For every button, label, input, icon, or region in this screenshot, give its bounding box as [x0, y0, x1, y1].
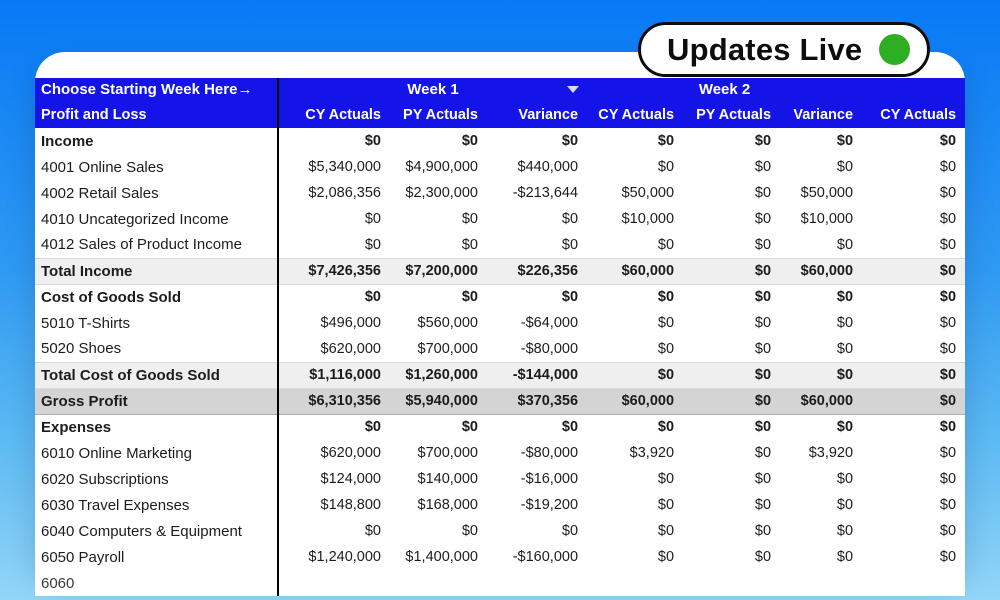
table-body — [35, 128, 965, 596]
cell-value: $0 — [862, 414, 965, 440]
table-row — [35, 362, 965, 388]
row-label: 4012 Sales of Product Income — [35, 232, 278, 258]
cell-value: $0 — [862, 284, 965, 310]
cell-value: $0 — [780, 128, 862, 154]
cell-value: $370,356 — [487, 388, 587, 414]
column-header: Variance — [780, 101, 862, 128]
cell-value: $3,920 — [587, 440, 683, 466]
table-row — [35, 310, 965, 336]
cell-value: $0 — [780, 492, 862, 518]
row-label: Expenses — [35, 414, 278, 440]
cell-value: $0 — [683, 544, 780, 570]
cell-value: $0 — [278, 232, 390, 258]
week-label: Week 1 — [407, 81, 459, 98]
cell-value: $0 — [278, 414, 390, 440]
cell-value: $620,000 — [278, 440, 390, 466]
cell-value: $0 — [780, 518, 862, 544]
row-label: 4002 Retail Sales — [35, 180, 278, 206]
cell-value: $560,000 — [390, 310, 487, 336]
cell-value — [587, 570, 683, 596]
cell-value: $0 — [780, 336, 862, 362]
table-row — [35, 284, 965, 310]
cell-value: -$64,000 — [487, 310, 587, 336]
cell-value: $0 — [487, 206, 587, 232]
cell-value: $0 — [780, 284, 862, 310]
cell-value: $0 — [862, 180, 965, 206]
cell-value: $0 — [487, 128, 587, 154]
row-label: 5010 T-Shirts — [35, 310, 278, 336]
cell-value: $700,000 — [390, 336, 487, 362]
column-header: CY Actuals — [278, 101, 390, 128]
table-row — [35, 206, 965, 232]
cell-value: $50,000 — [780, 180, 862, 206]
cell-value: -$19,200 — [487, 492, 587, 518]
cell-value: $60,000 — [587, 388, 683, 414]
row-label: Gross Profit — [35, 388, 278, 414]
table-row — [35, 414, 965, 440]
cell-value: $4,900,000 — [390, 154, 487, 180]
cell-value: $0 — [683, 440, 780, 466]
cell-value: $0 — [862, 336, 965, 362]
cell-value: $496,000 — [278, 310, 390, 336]
week-header — [862, 78, 965, 101]
cell-value: $124,000 — [278, 466, 390, 492]
row-label: 4010 Uncategorized Income — [35, 206, 278, 232]
cell-value: $0 — [862, 492, 965, 518]
cell-value: $168,000 — [390, 492, 487, 518]
cell-value: $60,000 — [780, 388, 862, 414]
cell-value: $5,340,000 — [278, 154, 390, 180]
cell-value: $148,800 — [278, 492, 390, 518]
row-label: 6020 Subscriptions — [35, 466, 278, 492]
cell-value: $0 — [780, 466, 862, 492]
table-row — [35, 336, 965, 362]
table-row — [35, 492, 965, 518]
cell-value: $0 — [683, 362, 780, 388]
cell-value: $0 — [587, 336, 683, 362]
cell-value: $7,426,356 — [278, 258, 390, 284]
cell-value: $0 — [390, 232, 487, 258]
cell-value: $0 — [487, 414, 587, 440]
cell-value: $140,000 — [390, 466, 487, 492]
table-title: Profit and Loss — [35, 101, 278, 128]
cell-value: -$80,000 — [487, 336, 587, 362]
cell-value: $0 — [780, 414, 862, 440]
cell-value: $10,000 — [780, 206, 862, 232]
cell-value: $0 — [780, 362, 862, 388]
cell-value: $0 — [683, 180, 780, 206]
cell-value: $60,000 — [780, 258, 862, 284]
cell-value: $0 — [587, 544, 683, 570]
table-row — [35, 180, 965, 206]
cell-value: $0 — [683, 336, 780, 362]
cell-value: $1,260,000 — [390, 362, 487, 388]
cell-value: $0 — [683, 388, 780, 414]
cell-value: $0 — [390, 284, 487, 310]
cell-value: $3,920 — [780, 440, 862, 466]
cell-value: $0 — [780, 154, 862, 180]
cell-value: -$16,000 — [487, 466, 587, 492]
row-label: Total Cost of Goods Sold — [35, 362, 278, 388]
cell-value: $0 — [278, 206, 390, 232]
cell-value: $0 — [683, 492, 780, 518]
row-label: 6060 — [35, 570, 278, 596]
cell-value: $0 — [487, 518, 587, 544]
week-selector-cell[interactable] — [278, 78, 587, 101]
cell-value: $0 — [587, 232, 683, 258]
cell-value: $0 — [683, 206, 780, 232]
row-label: 5020 Shoes — [35, 336, 278, 362]
row-label: 4001 Online Sales — [35, 154, 278, 180]
cell-value: $0 — [487, 232, 587, 258]
cell-value: $0 — [683, 128, 780, 154]
row-label: Income — [35, 128, 278, 154]
updates-live-badge — [638, 22, 930, 77]
updates-live-label: Updates Live — [667, 31, 863, 67]
cell-value: -$160,000 — [487, 544, 587, 570]
cell-value: $0 — [683, 258, 780, 284]
table-row — [35, 154, 965, 180]
cell-value: -$213,644 — [487, 180, 587, 206]
cell-value: $2,300,000 — [390, 180, 487, 206]
table-row — [35, 466, 965, 492]
column-header: CY Actuals — [587, 101, 683, 128]
cell-value: $0 — [487, 284, 587, 310]
table-row — [35, 232, 965, 258]
cell-value: $0 — [683, 414, 780, 440]
pnl-table — [35, 78, 965, 596]
cell-value: -$80,000 — [487, 440, 587, 466]
table-row — [35, 570, 965, 596]
cell-value: $0 — [862, 206, 965, 232]
cell-value: $5,940,000 — [390, 388, 487, 414]
table-row — [35, 544, 965, 570]
cell-value: $60,000 — [587, 258, 683, 284]
cell-value: $0 — [587, 518, 683, 544]
cell-value: $440,000 — [487, 154, 587, 180]
cell-value: $0 — [862, 362, 965, 388]
cell-value — [780, 570, 862, 596]
cell-value: $0 — [780, 232, 862, 258]
cell-value: $0 — [587, 466, 683, 492]
cell-value: -$144,000 — [487, 362, 587, 388]
column-header: PY Actuals — [683, 101, 780, 128]
cell-value: $1,400,000 — [390, 544, 487, 570]
row-label: 6040 Computers & Equipment — [35, 518, 278, 544]
cell-value — [390, 570, 487, 596]
cell-value: $1,116,000 — [278, 362, 390, 388]
cell-value: $0 — [683, 518, 780, 544]
cell-value: $0 — [862, 466, 965, 492]
cell-value: $7,200,000 — [390, 258, 487, 284]
cell-value — [278, 570, 390, 596]
spreadsheet-card — [35, 52, 965, 592]
cell-value: $0 — [278, 128, 390, 154]
column-header: CY Actuals — [862, 101, 965, 128]
cell-value: $0 — [587, 310, 683, 336]
cell-value: $0 — [390, 414, 487, 440]
row-label: 6030 Travel Expenses — [35, 492, 278, 518]
cell-value: $226,356 — [487, 258, 587, 284]
cell-value: $50,000 — [587, 180, 683, 206]
cell-value: $0 — [780, 544, 862, 570]
cell-value: $0 — [390, 518, 487, 544]
table-header — [35, 78, 965, 128]
cell-value: $0 — [683, 310, 780, 336]
cell-value: $0 — [587, 154, 683, 180]
cell-value — [683, 570, 780, 596]
cell-value — [487, 570, 587, 596]
cell-value: $0 — [862, 310, 965, 336]
week-label: Week 2 — [698, 81, 751, 98]
cell-value: $0 — [862, 518, 965, 544]
corner-header: Choose Starting Week Here→ — [35, 78, 278, 101]
cell-value: $0 — [862, 232, 965, 258]
cell-value: $2,086,356 — [278, 180, 390, 206]
cell-value: $0 — [278, 284, 390, 310]
cell-value: $0 — [683, 232, 780, 258]
cell-value: $0 — [862, 388, 965, 414]
cell-value: $0 — [278, 518, 390, 544]
cell-value: $620,000 — [278, 336, 390, 362]
cell-value: $0 — [862, 258, 965, 284]
cell-value: $6,310,356 — [278, 388, 390, 414]
table-row — [35, 128, 965, 154]
week-header — [587, 78, 862, 101]
cell-value: $0 — [862, 544, 965, 570]
cell-value: $0 — [390, 206, 487, 232]
cell-value: $1,240,000 — [278, 544, 390, 570]
column-header: Variance — [487, 101, 587, 128]
row-label: 6050 Payroll — [35, 544, 278, 570]
cell-value: $0 — [587, 284, 683, 310]
cell-value: $0 — [780, 310, 862, 336]
cell-value: $700,000 — [390, 440, 487, 466]
cell-value: $0 — [862, 128, 965, 154]
cell-value: $0 — [862, 154, 965, 180]
row-label: Total Income — [35, 258, 278, 284]
table-row — [35, 518, 965, 544]
cell-value: $0 — [683, 466, 780, 492]
row-label: 6010 Online Marketing — [35, 440, 278, 466]
cell-value — [862, 570, 965, 596]
cell-value: $0 — [683, 284, 780, 310]
cell-value: $0 — [390, 128, 487, 154]
cell-value: $0 — [587, 362, 683, 388]
cell-value: $0 — [587, 414, 683, 440]
row-label: Cost of Goods Sold — [35, 284, 278, 310]
live-status-dot — [879, 34, 910, 65]
cell-value: $0 — [587, 492, 683, 518]
cell-value: $0 — [862, 440, 965, 466]
table-row — [35, 440, 965, 466]
cell-value: $10,000 — [587, 206, 683, 232]
table-row — [35, 388, 965, 414]
week-dropdown-arrow-icon[interactable] — [567, 86, 579, 93]
cell-value: $0 — [683, 154, 780, 180]
table-row — [35, 258, 965, 284]
cell-value: $0 — [587, 128, 683, 154]
column-header: PY Actuals — [390, 101, 487, 128]
